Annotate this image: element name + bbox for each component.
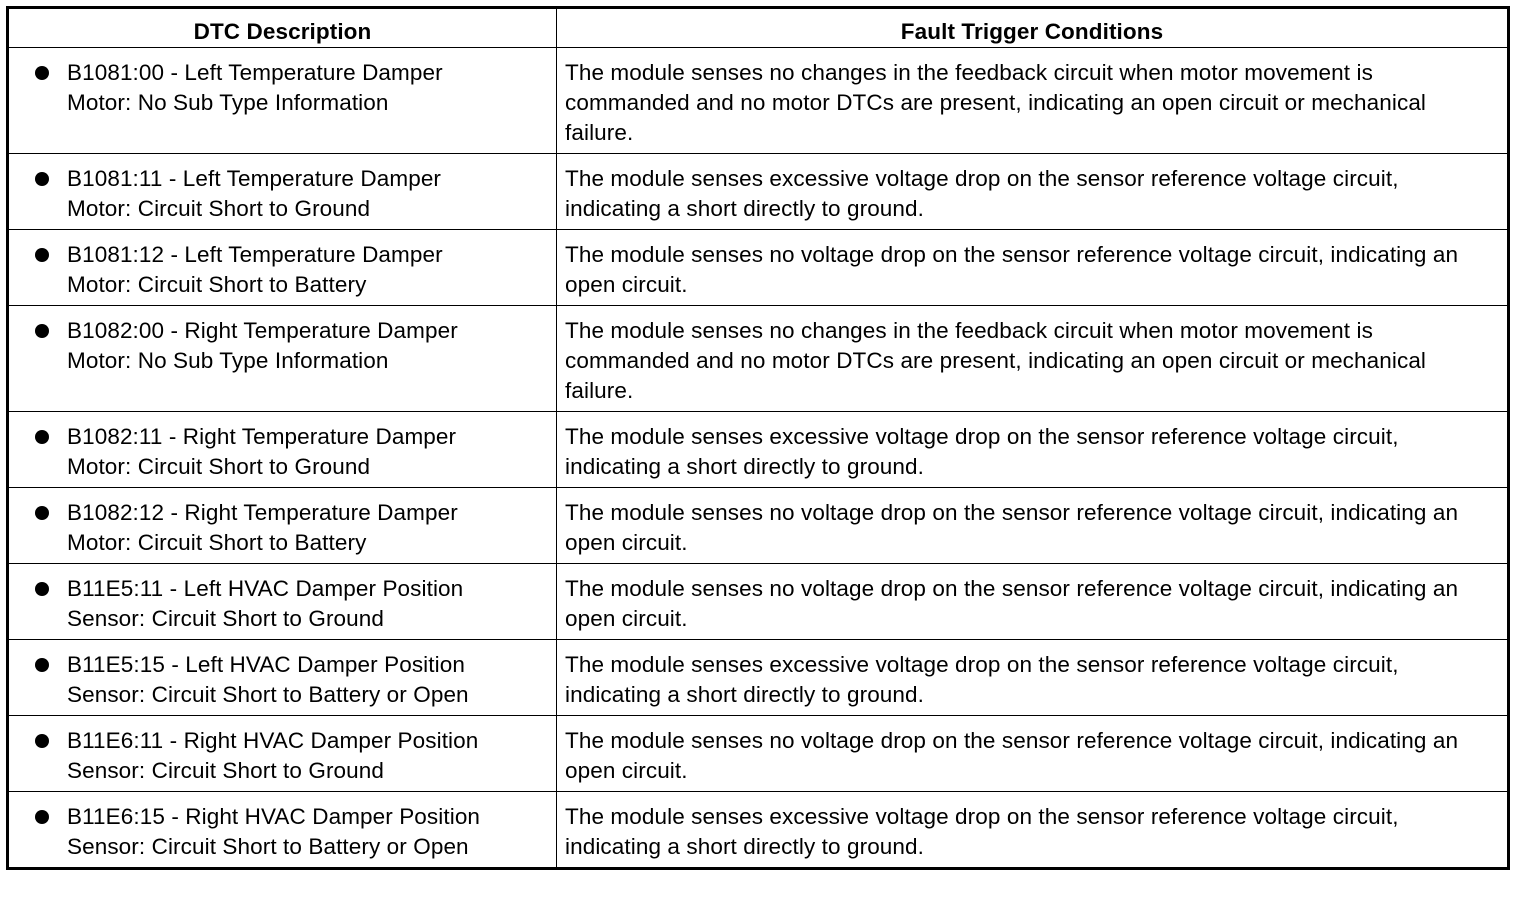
table-row — [8, 488, 1509, 564]
dtc-description-cell — [8, 488, 557, 564]
dtc-subtype-line: Motor: Circuit Short to Ground — [67, 196, 371, 221]
dtc-code-line: B1082:00 - Right Temperature Damper — [67, 318, 458, 343]
bullet-icon — [35, 658, 49, 672]
dtc-subtype-line: Sensor: Circuit Short to Battery or Open — [67, 834, 469, 859]
header-dtc-description: DTC Description — [8, 8, 557, 48]
dtc-description-cell — [8, 792, 557, 869]
table-row — [8, 306, 1509, 412]
dtc-table — [6, 6, 1510, 870]
dtc-code-line: B11E5:11 - Left HVAC Damper Position — [67, 576, 464, 601]
dtc-description-cell — [8, 306, 557, 412]
dtc-code-line: B11E5:15 - Left HVAC Damper Position — [67, 652, 465, 677]
dtc-code-line: B1082:12 - Right Temperature Damper — [67, 500, 458, 525]
fault-condition-cell: The module senses no voltage drop on the sensor reference voltage circuit, indicating an open circuit. — [557, 488, 1509, 564]
bullet-icon — [35, 506, 49, 520]
fault-condition-cell: The module senses no changes in the feedback circuit when motor movement is commanded and no motor DTCs are present, indicating an open circuit or mechanical failure. — [557, 306, 1509, 412]
fault-condition-cell: The module senses no voltage drop on the sensor reference voltage circuit, indicating an open circuit. — [557, 230, 1509, 306]
fault-condition-cell: The module senses excessive voltage drop on the sensor reference voltage circuit, indicating a short directly to ground. — [557, 412, 1509, 488]
table-row — [8, 716, 1509, 792]
dtc-subtype-line: Motor: Circuit Short to Battery — [67, 530, 367, 555]
dtc-code-line: B1082:11 - Right Temperature Damper — [67, 424, 457, 449]
fault-condition-cell: The module senses no changes in the feedback circuit when motor movement is commanded and no motor DTCs are present, indicating an open circuit or mechanical failure. — [557, 48, 1509, 154]
fault-condition-cell: The module senses excessive voltage drop on the sensor reference voltage circuit, indicating a short directly to ground. — [557, 792, 1509, 869]
dtc-description-cell — [8, 154, 557, 230]
bullet-icon — [35, 324, 49, 338]
fault-condition-cell: The module senses excessive voltage drop on the sensor reference voltage circuit, indicating a short directly to ground. — [557, 154, 1509, 230]
dtc-code-line: B11E6:15 - Right HVAC Damper Position — [67, 804, 481, 829]
bullet-icon — [35, 734, 49, 748]
dtc-code-line: B1081:12 - Left Temperature Damper — [67, 242, 443, 267]
table-row — [8, 230, 1509, 306]
dtc-description-cell — [8, 48, 557, 154]
dtc-description-cell — [8, 564, 557, 640]
bullet-icon — [35, 430, 49, 444]
dtc-description-cell — [8, 412, 557, 488]
dtc-code-line: B11E6:11 - Right HVAC Damper Position — [67, 728, 479, 753]
dtc-subtype-line: Sensor: Circuit Short to Battery or Open — [67, 682, 469, 707]
fault-condition-cell: The module senses no voltage drop on the sensor reference voltage circuit, indicating an open circuit. — [557, 564, 1509, 640]
dtc-subtype-line: Motor: Circuit Short to Ground — [67, 454, 371, 479]
bullet-icon — [35, 248, 49, 262]
table-header-row — [8, 8, 1509, 48]
dtc-subtype-line: Motor: Circuit Short to Battery — [67, 272, 367, 297]
header-fault-trigger-conditions: Fault Trigger Conditions — [557, 8, 1509, 48]
bullet-icon — [35, 582, 49, 596]
table-row — [8, 48, 1509, 154]
dtc-description-cell — [8, 716, 557, 792]
dtc-code-line: B1081:00 - Left Temperature Damper — [67, 60, 443, 85]
dtc-subtype-line: Sensor: Circuit Short to Ground — [67, 606, 384, 631]
table-row — [8, 792, 1509, 869]
dtc-description-cell — [8, 230, 557, 306]
bullet-icon — [35, 66, 49, 80]
table-row — [8, 564, 1509, 640]
fault-condition-cell: The module senses no voltage drop on the sensor reference voltage circuit, indicating an open circuit. — [557, 716, 1509, 792]
dtc-subtype-line: Motor: No Sub Type Information — [67, 90, 389, 115]
bullet-icon — [35, 810, 49, 824]
table-row — [8, 412, 1509, 488]
dtc-code-line: B1081:11 - Left Temperature Damper — [67, 166, 442, 191]
fault-condition-cell: The module senses excessive voltage drop on the sensor reference voltage circuit, indicating a short directly to ground. — [557, 640, 1509, 716]
bullet-icon — [35, 172, 49, 186]
dtc-subtype-line: Motor: No Sub Type Information — [67, 348, 389, 373]
table-row — [8, 640, 1509, 716]
dtc-subtype-line: Sensor: Circuit Short to Ground — [67, 758, 384, 783]
table-row — [8, 154, 1509, 230]
dtc-description-cell — [8, 640, 557, 716]
